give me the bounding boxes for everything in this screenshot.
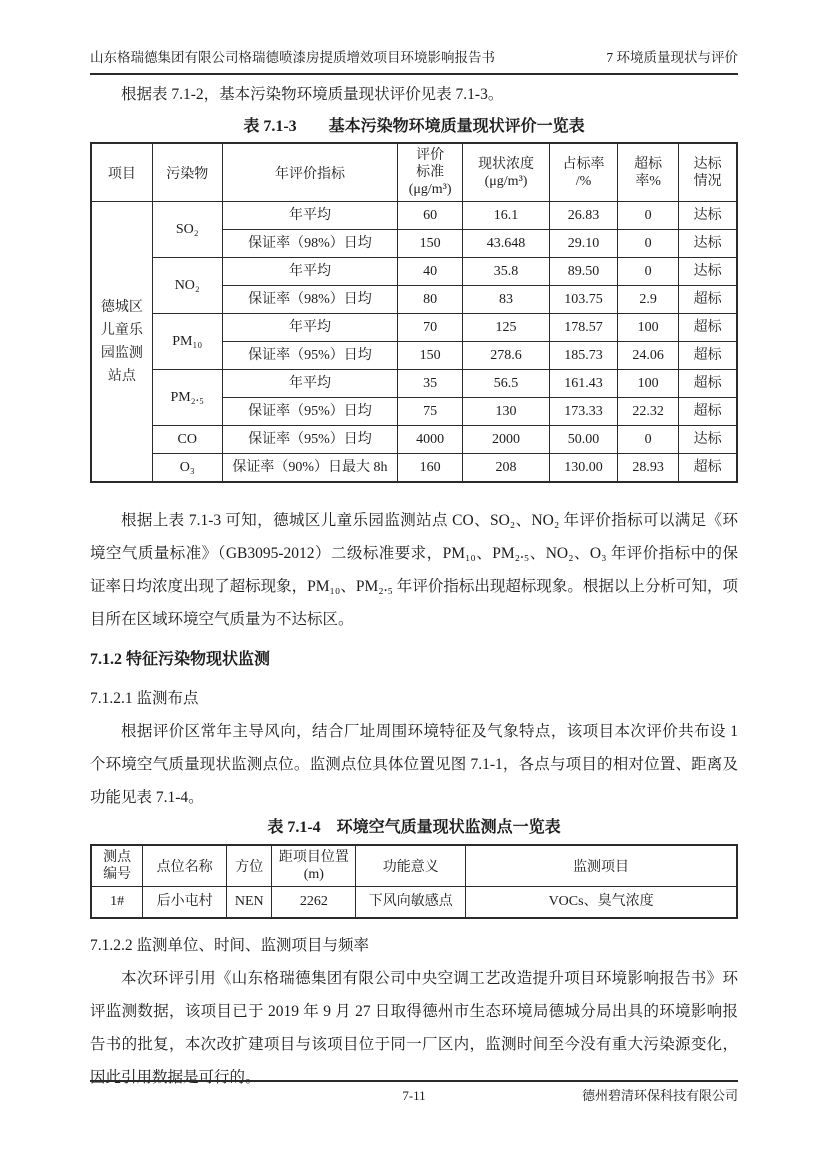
col-header-concentration: [462, 143, 549, 202]
header-report-title: 山东格瑞德集团有限公司格瑞德喷漆房提质增效项目环境影响报告书: [90, 50, 495, 65]
col-header-monitor-items: 监测项目: [466, 845, 737, 887]
monitoring-paragraph: 根据评价区常年主导风向，结合厂址周围环境特征及气象特点，该项目本次评价共布设 1 个环境空气质量现状监测点位。监测点位具体位置见图 7.1-1，各点与项目的相对位置、距离及功能见表 7.1-4。: [90, 723, 738, 806]
col-header-standard-unit: (μg/m³): [408, 182, 452, 197]
table-cell: 4000: [398, 426, 463, 454]
table-7-1-4-title: 表 7.1-4 环境空气质量现状监测点一览表: [267, 819, 561, 836]
table-cell: 后小屯村: [143, 887, 227, 919]
site-cell: [91, 202, 152, 483]
col-header-indicator: 年评价指标: [222, 143, 398, 202]
table-cell: 下风向敏感点: [356, 887, 466, 919]
table-cell: NEN: [227, 887, 272, 919]
table-cell: 89.50: [550, 258, 618, 286]
footer-company: 德州碧清环保科技有限公司: [581, 1088, 738, 1103]
table-cell: 161.43: [550, 370, 618, 398]
table-cell: 103.75: [550, 286, 618, 314]
col-header-status: [679, 143, 737, 202]
table-cell: 年平均: [222, 370, 398, 398]
col-header-pollutant: 污染物: [152, 143, 222, 202]
table-cell: 130: [462, 398, 549, 426]
col-header-point-id-line2: 编号: [103, 867, 132, 882]
pollutant-cell: NO₂: [152, 258, 222, 314]
table-cell: 年平均: [222, 314, 398, 342]
header-chapter-title: 7 环境质量现状与评价: [606, 50, 738, 65]
table-7-1-4: [90, 844, 738, 919]
section-heading-7122: 7.1.2.2 监测单位、时间、监测项目与频率: [90, 937, 370, 954]
table-cell: 178.57: [550, 314, 618, 342]
table-header-row: [91, 143, 737, 202]
pollutant-cell: O₃: [152, 454, 222, 483]
col-header-distance: [272, 845, 356, 887]
table-cell: 160: [398, 454, 463, 483]
table-cell: 超标: [679, 342, 737, 370]
col-header-ratio-unit: /%: [575, 173, 592, 189]
table-7-1-3: [90, 142, 738, 483]
col-header-point-name: 点位名称: [143, 845, 227, 887]
col-header-exceed: [617, 143, 678, 202]
table-row: [91, 887, 737, 919]
table-cell: 2.9: [617, 286, 678, 314]
table-cell: 60: [398, 202, 463, 230]
col-header-exceed-line1: 超标: [634, 156, 663, 172]
table-cell: 83: [462, 286, 549, 314]
table-cell: 年平均: [222, 202, 398, 230]
table-cell: 28.93: [617, 454, 678, 483]
col-header-standard-line2: 标准: [416, 165, 445, 180]
table-cell: 超标: [679, 398, 737, 426]
pollutant-cell: SO₂: [152, 202, 222, 258]
running-header: [90, 0, 738, 75]
table-cell: 130.00: [550, 454, 618, 483]
table-cell: 保证率（95%）日均: [222, 398, 398, 426]
table-cell: 173.33: [550, 398, 618, 426]
table-cell: 保证率（98%）日均: [222, 230, 398, 258]
table-cell: 150: [398, 230, 463, 258]
page-number: 7-11: [402, 1088, 426, 1103]
col-header-direction: 方位: [227, 845, 272, 887]
table-cell: 达标: [679, 258, 737, 286]
table-row: [91, 202, 737, 230]
table-cell: 70: [398, 314, 463, 342]
table-header-row: [91, 845, 737, 887]
table-cell: 75: [398, 398, 463, 426]
table-cell: 达标: [679, 426, 737, 454]
pollutant-cell: PM₂.₅: [152, 370, 222, 426]
table-cell: 22.32: [617, 398, 678, 426]
table-cell: 80: [398, 286, 463, 314]
section-heading-712: 7.1.2 特征污染物现状监测: [90, 651, 271, 668]
table-cell: 超标: [679, 286, 737, 314]
table-cell: 56.5: [462, 370, 549, 398]
table-cell: 16.1: [462, 202, 549, 230]
col-header-ratio-line1: 占标率: [562, 156, 605, 172]
table-cell: 超标: [679, 314, 737, 342]
col-header-standard: [398, 143, 463, 202]
table-cell: 2000: [462, 426, 549, 454]
table-cell: 超标: [679, 454, 737, 483]
table-cell: 35: [398, 370, 463, 398]
pollutant-cell: CO: [152, 426, 222, 454]
table-cell: 50.00: [550, 426, 618, 454]
table-cell: 150: [398, 342, 463, 370]
table-cell: 0: [617, 258, 678, 286]
table-row: [91, 454, 737, 483]
table-row: [91, 370, 737, 398]
col-header-point-id: [91, 845, 143, 887]
table-cell: 1#: [91, 887, 143, 919]
table-cell: 26.83: [550, 202, 618, 230]
table-cell: 超标: [679, 370, 737, 398]
col-header-exceed-line2: 率%: [635, 173, 661, 189]
table-cell: 100: [617, 314, 678, 342]
table-cell: 125: [462, 314, 549, 342]
table-cell: 278.6: [462, 342, 549, 370]
table-row: [91, 314, 737, 342]
table-cell: 29.10: [550, 230, 618, 258]
col-header-point-id-line1: 测点: [103, 850, 132, 865]
pollutant-cell: PM₁₀: [152, 314, 222, 370]
table-cell: 保证率（98%）日均: [222, 286, 398, 314]
table-cell: 2262: [272, 887, 356, 919]
table-cell: 35.8: [462, 258, 549, 286]
table-cell: 达标: [679, 230, 737, 258]
col-header-ratio: [550, 143, 618, 202]
table-cell: 185.73: [550, 342, 618, 370]
col-header-status-line2: 情况: [693, 173, 722, 189]
col-header-project: 项目: [91, 143, 152, 202]
col-header-function: 功能意义: [356, 845, 466, 887]
analysis-paragraph: 根据上表 7.1-3 可知，德城区儿童乐园监测站点 CO、SO₂、NO₂ 年评价指标可以满足《环境空气质量标准》（GB3095-2012）二级标准要求，PM₁₀、PM₂.₅、NO₂、O₃ 年评价指标中的保证率日均浓度出现了超标现象，PM₁₀、PM₂.₅ 年评价指标出现超标现象。根据以上分析可知，项目所在区域环境空气质量为不达标区。: [90, 512, 738, 628]
table-cell: 保证率（95%）日均: [222, 342, 398, 370]
table-cell: 保证率（95%）日均: [222, 426, 398, 454]
table-7-1-3-title: 表 7.1-3 基本污染物环境质量现状评价一览表: [243, 118, 585, 135]
table-cell: VOCs、臭气浓度: [466, 887, 737, 919]
col-header-concentration-unit: (μg/m³): [484, 173, 528, 189]
col-header-status-line1: 达标: [693, 156, 722, 172]
table-cell: 24.06: [617, 342, 678, 370]
table-cell: 40: [398, 258, 463, 286]
table-cell: 达标: [679, 202, 737, 230]
site-name: 德城区儿童乐园监测站点: [100, 299, 143, 384]
table-cell: 保证率（90%）日最大 8h: [222, 454, 398, 483]
col-header-distance-line1: 距项目位置: [278, 850, 349, 865]
table-cell: 0: [617, 230, 678, 258]
table-row: [91, 258, 737, 286]
col-header-standard-line1: 评价: [416, 148, 445, 163]
table-cell: 100: [617, 370, 678, 398]
col-header-distance-unit: (m): [303, 867, 324, 882]
intro-paragraph: 根据表 7.1-2，基本污染物环境质量现状评价见表 7.1-3。: [121, 86, 504, 103]
col-header-concentration-line1: 现状浓度: [478, 156, 535, 172]
table-cell: 208: [462, 454, 549, 483]
table-row: [91, 426, 737, 454]
running-footer: [90, 1080, 738, 1110]
table-cell: 0: [617, 202, 678, 230]
table-cell: 0: [617, 426, 678, 454]
table-cell: 年平均: [222, 258, 398, 286]
table-cell: 43.648: [462, 230, 549, 258]
section-heading-7121: 7.1.2.1 监测布点: [90, 690, 199, 707]
citation-paragraph: 本次环评引用《山东格瑞德集团有限公司中央空调工艺改造提升项目环境影响报告书》环评监测数据，该项目已于 2019 年 9 月 27 日取得德州市生态环境局德城分局出具的环境影响报告书的批复，本次改扩建项目与该项目位于同一厂区内，监测时间至今没有重大污染源变化，因此引用数据是可行的。: [90, 970, 738, 1086]
